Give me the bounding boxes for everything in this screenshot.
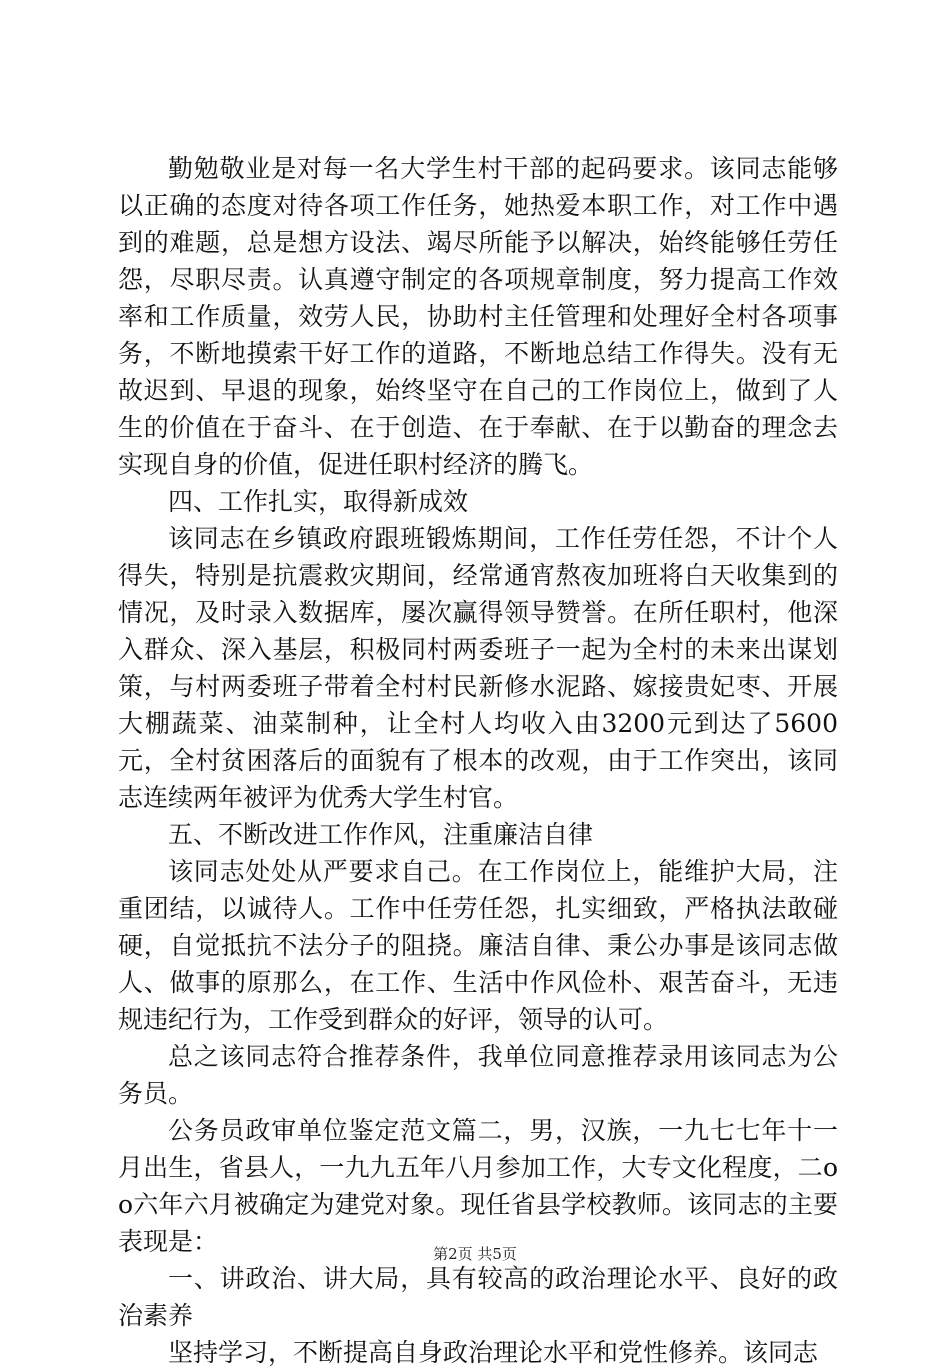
paragraph-conclusion: 总之该同志符合推荐条件，我单位同意推荐录用该同志为公务员。	[118, 1042, 838, 1108]
paragraph-study: 坚持学习，不断提高自身政治理论水平和党性修养。该同志	[168, 1338, 819, 1367]
page-number: 第2页 共5页	[433, 1245, 517, 1263]
paragraph-integrity: 该同志处处从严要求自己。在工作岗位上，能维护大局，注重团结，以诚待人。工作中任劳任怨，扎实细致，严格执法敢碰硬，自觉抵抗不法分子的阻挠。廉洁自律、秉公办事是该同志做人、做事的原那么，在工作、生活中作风俭朴、艰苦奋斗，无违规违纪行为，工作受到群众的好评，领导的认可。	[118, 857, 838, 1034]
paragraph-achievements: 该同志在乡镇政府跟班锻炼期间，工作任劳任怨，不计个人得失，特别是抗震救灾期间，经常通宵熬夜加班将白天收集到的情况，及时录入数据库，屡次赢得领导赞誉。在所任职村，他深入群众、深入基层，积极同村两委班子一起为全村的未来出谋划策，与村两委班子带着全村村民新修水泥路、嫁接贵妃枣、开展大棚蔬菜、油菜制种，让全村人均收入由3200元到达了5600元，全村贫困落后的面貌有了根本的改观，由于工作突出，该同志连续两年被评为优秀大学生村官。	[118, 524, 838, 812]
section-heading-1: 一、讲政治、讲大局，具有较高的政治理论水平、良好的政治素养	[118, 1264, 838, 1330]
paragraph-sample-two-intro: 公务员政审单位鉴定范文篇二，男，汉族，一九七七年十一月出生，省县人，一九九五年八月参加工作，大专文化程度，二oo六年六月被确定为建党对象。现任省县学校教师。该同志的主要表现是：	[118, 1116, 838, 1256]
section-heading-5: 五、不断改进工作作风，注重廉洁自律	[168, 820, 594, 849]
section-heading-4: 四、工作扎实，取得新成效	[168, 487, 469, 516]
document-body	[118, 150, 838, 1371]
paragraph-diligence: 勤勉敬业是对每一名大学生村干部的起码要求。该同志能够以正确的态度对待各项工作任务，她热爱本职工作，对工作中遇到的难题，总是想方设法、竭尽所能予以解决，始终能够任劳任怨，尽职尽责。认真遵守制定的各项规章制度，努力提高工作效率和工作质量，效劳人民，协助村主任管理和处理好全村各项事务，不断地摸索干好工作的道路，不断地总结工作得失。没有无故迟到、早退的现象，始终坚守在自己的工作岗位上，做到了人生的价值在于奋斗、在于创造、在于奉献、在于以勤奋的理念去实现自身的价值，促进任职村经济的腾飞。	[118, 154, 838, 479]
